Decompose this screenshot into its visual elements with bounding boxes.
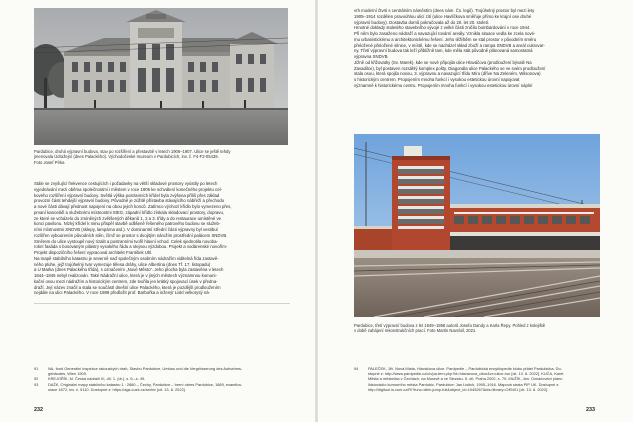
text-line: významně k historickému centru. Propojením mnoha funkcí i vysokou estetickou úrovní náplní [354, 82, 533, 88]
footnote-text: stupné z: http://www.pardpedie.cz/ch/pa-tem.php?id=hlavacova_ulice&cr=ulice-hur [cit. 13. 8. 2022]. KUČA, Karel. [368, 371, 565, 377]
text-line: provozní části tehdejší výpravní budovy. Původně je zúžitě přístavba stávajícího nábřeží a přechodu [34, 198, 225, 204]
historic-station-photo [34, 8, 288, 145]
text-line: a U Marka (dnes Palackého třída), s označením „Nové Město“. Jeho plocha byla zastavěna v letech [34, 267, 224, 273]
footnote-number: 92 [34, 376, 39, 382]
book-gutter [315, 0, 318, 422]
text-line: nejdále na ulici Palackého. V roce 1889 předložit prof. Barbořka a inženýr Liskl velkorysý ná- [34, 290, 211, 296]
text-line: kového rozšíření výpravní budovy. Světlá výška postranních křídel byla zvýšena příliš přes základ [34, 192, 220, 198]
footnote-number: 91 [34, 366, 39, 371]
footnote-text: PALEČEK, Jiří. Nová Místa, Hlaváčova ulice. Pardpedie – Pardubická encyklopedie klubu přátel Pardubicka. Do- [368, 366, 562, 371]
footnote-text: ulace 1872, inv. č. 5110. Dostupné z: https://ags.cuzk.cz/archiv [cit. 13. 8. 2022]. [48, 386, 186, 392]
text-line: ny. Třetí výpravní budova tak leží přibližně tam, kde měla stát původně plánovaná samostatná [354, 48, 533, 54]
footnote-number: 93 [34, 381, 39, 387]
text-line: ze které se vcházelo do zmíněných zvětšených děkanů 1, 2 a 3. třídy a do restaurace umístěné ve [34, 215, 222, 221]
left-body-text [34, 181, 292, 296]
text-line: draží. Její název značil a stala se součástí dnešní ulice Palackého, která je pozdější prodloužením [34, 284, 221, 290]
photo-caption-left [34, 149, 230, 165]
text-line: 1844–1845 nebyl realizován. Také Nádražní ulice, která je v jiných městech významnou komuni- [34, 273, 217, 278]
photo-caption-right [354, 323, 545, 334]
caption-line: v době zahájení rekonstrukčních prací. Foto Martin Navrátil, 2021. [354, 328, 477, 334]
text-line: ními místnostmi SNDVB (sklepy, lampárna atd.). V dominantní střední části výpravny byl vestibul [34, 227, 218, 232]
text-line: ného pluhe, jejž trojúhelný tvar vymezuje tělesa dráhy, ulice Albertina (dnes Tř. 17. listopadu) [34, 261, 211, 267]
text-line: konci pavilonu. Nízký křídel k nimu přispěl stavbě odlišeně řešeného patrového budovu se služeb- [34, 221, 221, 227]
text-line: stala osou, která spojila novou, 3. výpravnu a navazující třídu Míru (dříve Na Zeleném, Wilsonova) [354, 71, 541, 77]
text-line: mu urbanistickému a architektonickému řešení. Jeho těžištěm se stal prostor v původním směru [354, 36, 537, 42]
footnote-separator-left [34, 303, 290, 304]
modern-station-photo [354, 134, 600, 317]
text-line: přeložené přeložené silnice, v místě, kde se nacházel skład zboží a rampa SNDVB a areál cukrovar- [354, 42, 545, 48]
caption-line: jmenovala Údražejní (dnes Palackého). Východočeské muzeum v Pardubicích, inv. č. F4-F2-05439. [34, 154, 219, 160]
footnote-94 [354, 366, 616, 392]
footnote-number: 94 [354, 366, 359, 371]
text-line: výpravní budovy). Dostavba domů pokračovala až do 20. let 20. století. [354, 19, 490, 25]
footnote-text: Města a městečka v Čechách, na Moravě a ve Slezsku. 5. díl. Praha 2002, s. 70; MUŽÍK, Jan. Označování plánu [368, 376, 563, 382]
text-line: kační osou mezi nádražím a historickým centrem, zde tvořila jen krátký spojovací úsek v předna- [34, 278, 218, 284]
footnotes-right [354, 366, 616, 392]
footnote-text: NA, fond Generální inspekce rakouských drah, Stavbu Pardubice, Umbau und die Vergrösserung des Aufnahms- [48, 366, 243, 371]
text-line: Při něm bylo zasaženo nádraží a navazující tovární areály. Vznikla situace vedla ke zcela nové- [354, 31, 536, 36]
text-line: rozšířen vybourením původních stěn, čímž se prostor s dvojitým nárožím prostřední palácem SNDVB. [34, 232, 228, 238]
footnote-text: KREJOŘÍK, M. Česká nádraží III, díl. 1. (dr.), s. 6.–s. 49. [48, 376, 146, 382]
page-number-right: 233 [586, 407, 595, 413]
text-line: a nové části dávají přednost napojení na obou jejich konců. Zatímco výchozí křídlo bylo vymezeno přes, [34, 204, 232, 209]
text-line: Zavadilce), byl postaven rozsáhlý komplex pošty. Diagonála ulice Palackého se ve svém prodloužení [354, 65, 546, 71]
caption-line: Pardubice, druhá výpravní budova, stav po rozšíření a přestavbě v letech 1906–1907. Ulice se ještě tehdy [34, 149, 231, 154]
page-number-left: 232 [34, 407, 43, 413]
text-line: Na mapě stabilního katastru je severně naď společným osobním nádražím viditelná řída zastavě- [34, 255, 219, 261]
footnote-text: http://digitool.is.cuni.cz/R/?func=dbin-jump-full&object_id=1045267&ids=library=OEN01 [cit. 13. 8. 2022]. [368, 386, 549, 392]
footnote-text: DAŽK, Originální mapy stabilního katastru 1 : 2880 – Čechy, Pardubice – berní obres Pardubice, 1889, examiba- [48, 381, 242, 387]
footnote-text: lidsiovádío komorního města Pardubic. Pardubice: Jan Lisitch, 1995–1916. Mapová strata PIP UK. Dostupné z: [368, 381, 560, 387]
text-line: 1905–1914 rozdělen pravoúhlou ulicí zití (ulice Havlíčkova směřuje přímo ke krajní ose druhé [354, 13, 532, 19]
right-body-text [354, 8, 602, 89]
text-line: výpravna SNDVB. [354, 54, 389, 59]
caption-line: Pardubice, třetí výpravní budova z let 1949–1958 autorů Josefa Dandy a Karla Řepy. Pohled z kolejiště [354, 323, 546, 328]
caption-line: Foto Josef Pírka [34, 159, 65, 165]
footnote-text: gebäudes, Wien 1905. [48, 371, 87, 377]
footnotes-left [34, 366, 292, 392]
text-line: Projekt dispozičního řešení vypracoval architekt František Uhl. [34, 250, 153, 255]
text-line: vyjednávání mezi oběma společnostmi i městem v roce 1905 ke schválení konečného projektu cel- [34, 186, 222, 192]
text-line: Jižně od křižovatky (Sv. Marek), kde se nové připojila ulice Hlaváčova (prodloužení bývalé Na [354, 59, 532, 65]
text-line: Směrem do ulice vystoupil nový rizalit a postranními tvořil hlavní vchod. Celek sjednotila novoba- [34, 238, 218, 244]
text-line: prvaní kanceláři a služebními místnostmi StEG, západní křídlo získala skladovací prostory, dopravu, [34, 209, 225, 215]
footnote-93 [34, 382, 292, 392]
text-line: s historickým centrem. Propojením mnoha funkcí i vysokou estetickou úrovní napojovat [354, 77, 520, 82]
text-line: rokní fasáda s bosovaným pilastry vysokého řádu a stejnou výzdobou. Projekt a vodárenské novořím- [34, 244, 228, 250]
text-line: vrh moderní čtvrti s centrálním náměstím (dnes nám. Čs. legií). Trojúhelný prostor byl mezi lety [354, 8, 535, 13]
text-line: Hmotné doklady stoletého stavebního vývoje z velké části zničilo bombardování v roce 1944. [354, 25, 531, 31]
text-line: Stále se zvyšující frekvence cestujících i požadavky na větší skladové prostory vyústily po letech [34, 181, 218, 186]
footnote-91 [34, 366, 292, 376]
